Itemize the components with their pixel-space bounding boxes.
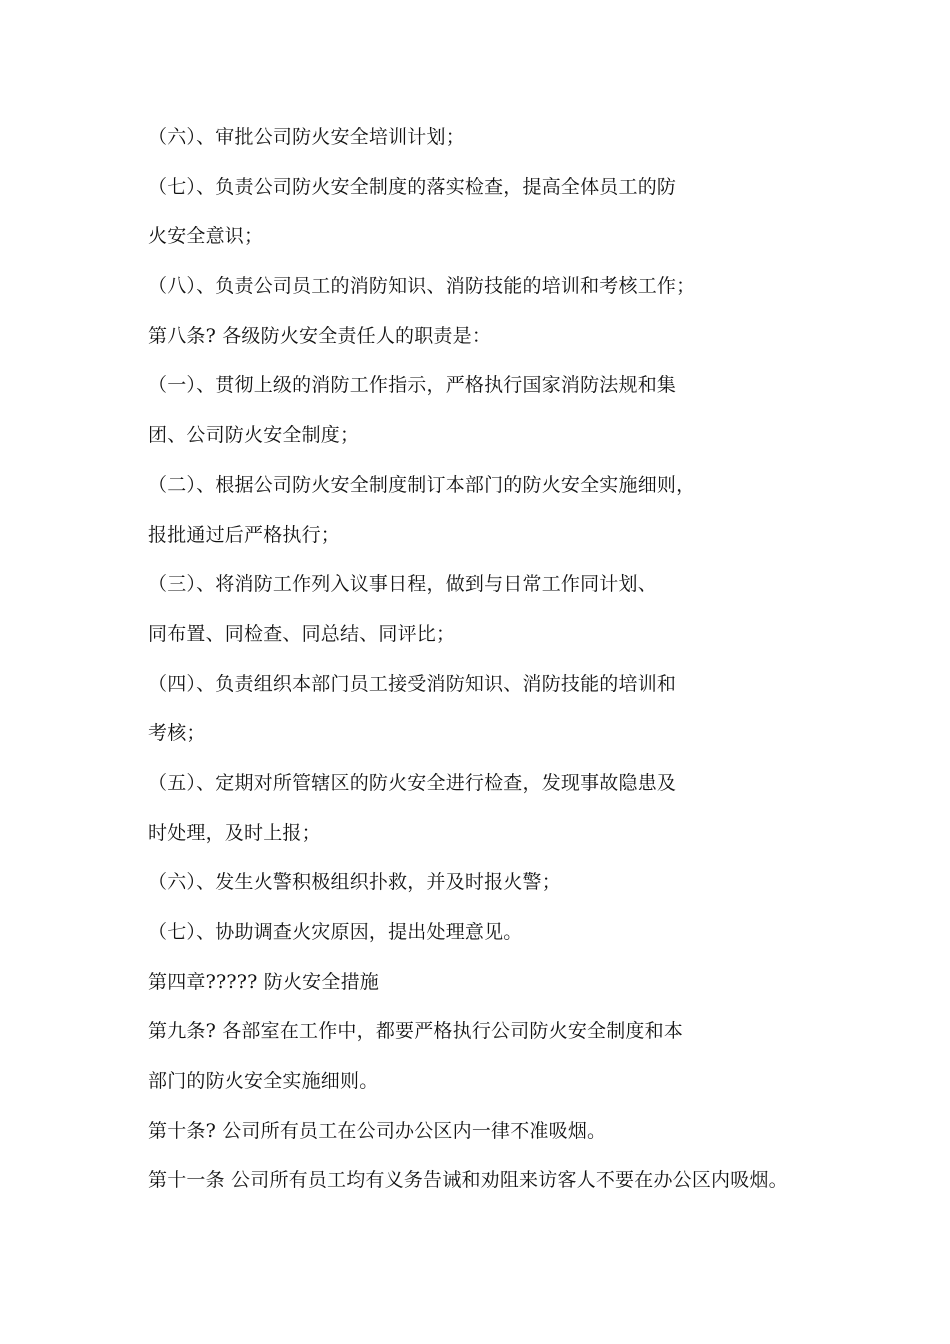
paragraph-line: （七）、负责公司防火安全制度的落实检查，提高全体员工的防 — [148, 175, 677, 198]
paragraph-line: （七）、协助调查火灾原因，提出处理意见。 — [148, 921, 523, 943]
paragraph-line: 考核； — [148, 722, 206, 745]
paragraph-line: 火安全意识； — [148, 225, 264, 248]
paragraph-line: （三）、将消防工作列入议事日程，做到与日常工作同计划、 — [148, 573, 657, 596]
paragraph-line: 报批通过后严格执行； — [148, 523, 341, 546]
paragraph-line: （一）、贯彻上级的消防工作指示，严格执行国家消防法规和集 — [148, 374, 677, 397]
article-heading: 第十一条 公司所有员工均有义务告诫和劝阻来访客人不要在办公区内吸烟。 — [148, 1169, 788, 1192]
article-heading: 第九条? 各部室在工作中，都要严格执行公司防火安全制度和本 — [148, 1020, 684, 1043]
chapter-heading: 第四章????? 防火安全措施 — [148, 970, 379, 993]
paragraph-line: 团、公司防火安全制度； — [148, 424, 360, 447]
article-heading: 第八条? 各级防火安全责任人的职责是： — [148, 324, 492, 347]
paragraph-line: （二）、根据公司防火安全制度制订本部门的防火安全实施细则， — [148, 473, 696, 496]
document-body — [148, 117, 808, 1210]
paragraph-line: （四）、负责组织本部门员工接受消防知识、消防技能的培训和 — [148, 672, 677, 695]
article-heading: 第十条? 公司所有员工在公司办公区内一律不准吸烟。 — [148, 1119, 607, 1142]
paragraph-line: （五）、定期对所管辖区的防火安全进行检查，发现事故隐患及 — [148, 771, 677, 794]
paragraph-line: （八）、负责公司员工的消防知识、消防技能的培训和考核工作； — [148, 275, 696, 298]
paragraph-line: 部门的防火安全实施细则。 — [148, 1070, 379, 1093]
paragraph-line: （六）、发生火警积极组织扑救，并及时报火警； — [148, 871, 561, 894]
paragraph-line: 同布置、同检查、同总结、同评比； — [148, 622, 456, 645]
paragraph-line: 时处理，及时上报； — [148, 821, 321, 844]
paragraph-line: （六）、审批公司防火安全培训计划； — [148, 126, 465, 148]
